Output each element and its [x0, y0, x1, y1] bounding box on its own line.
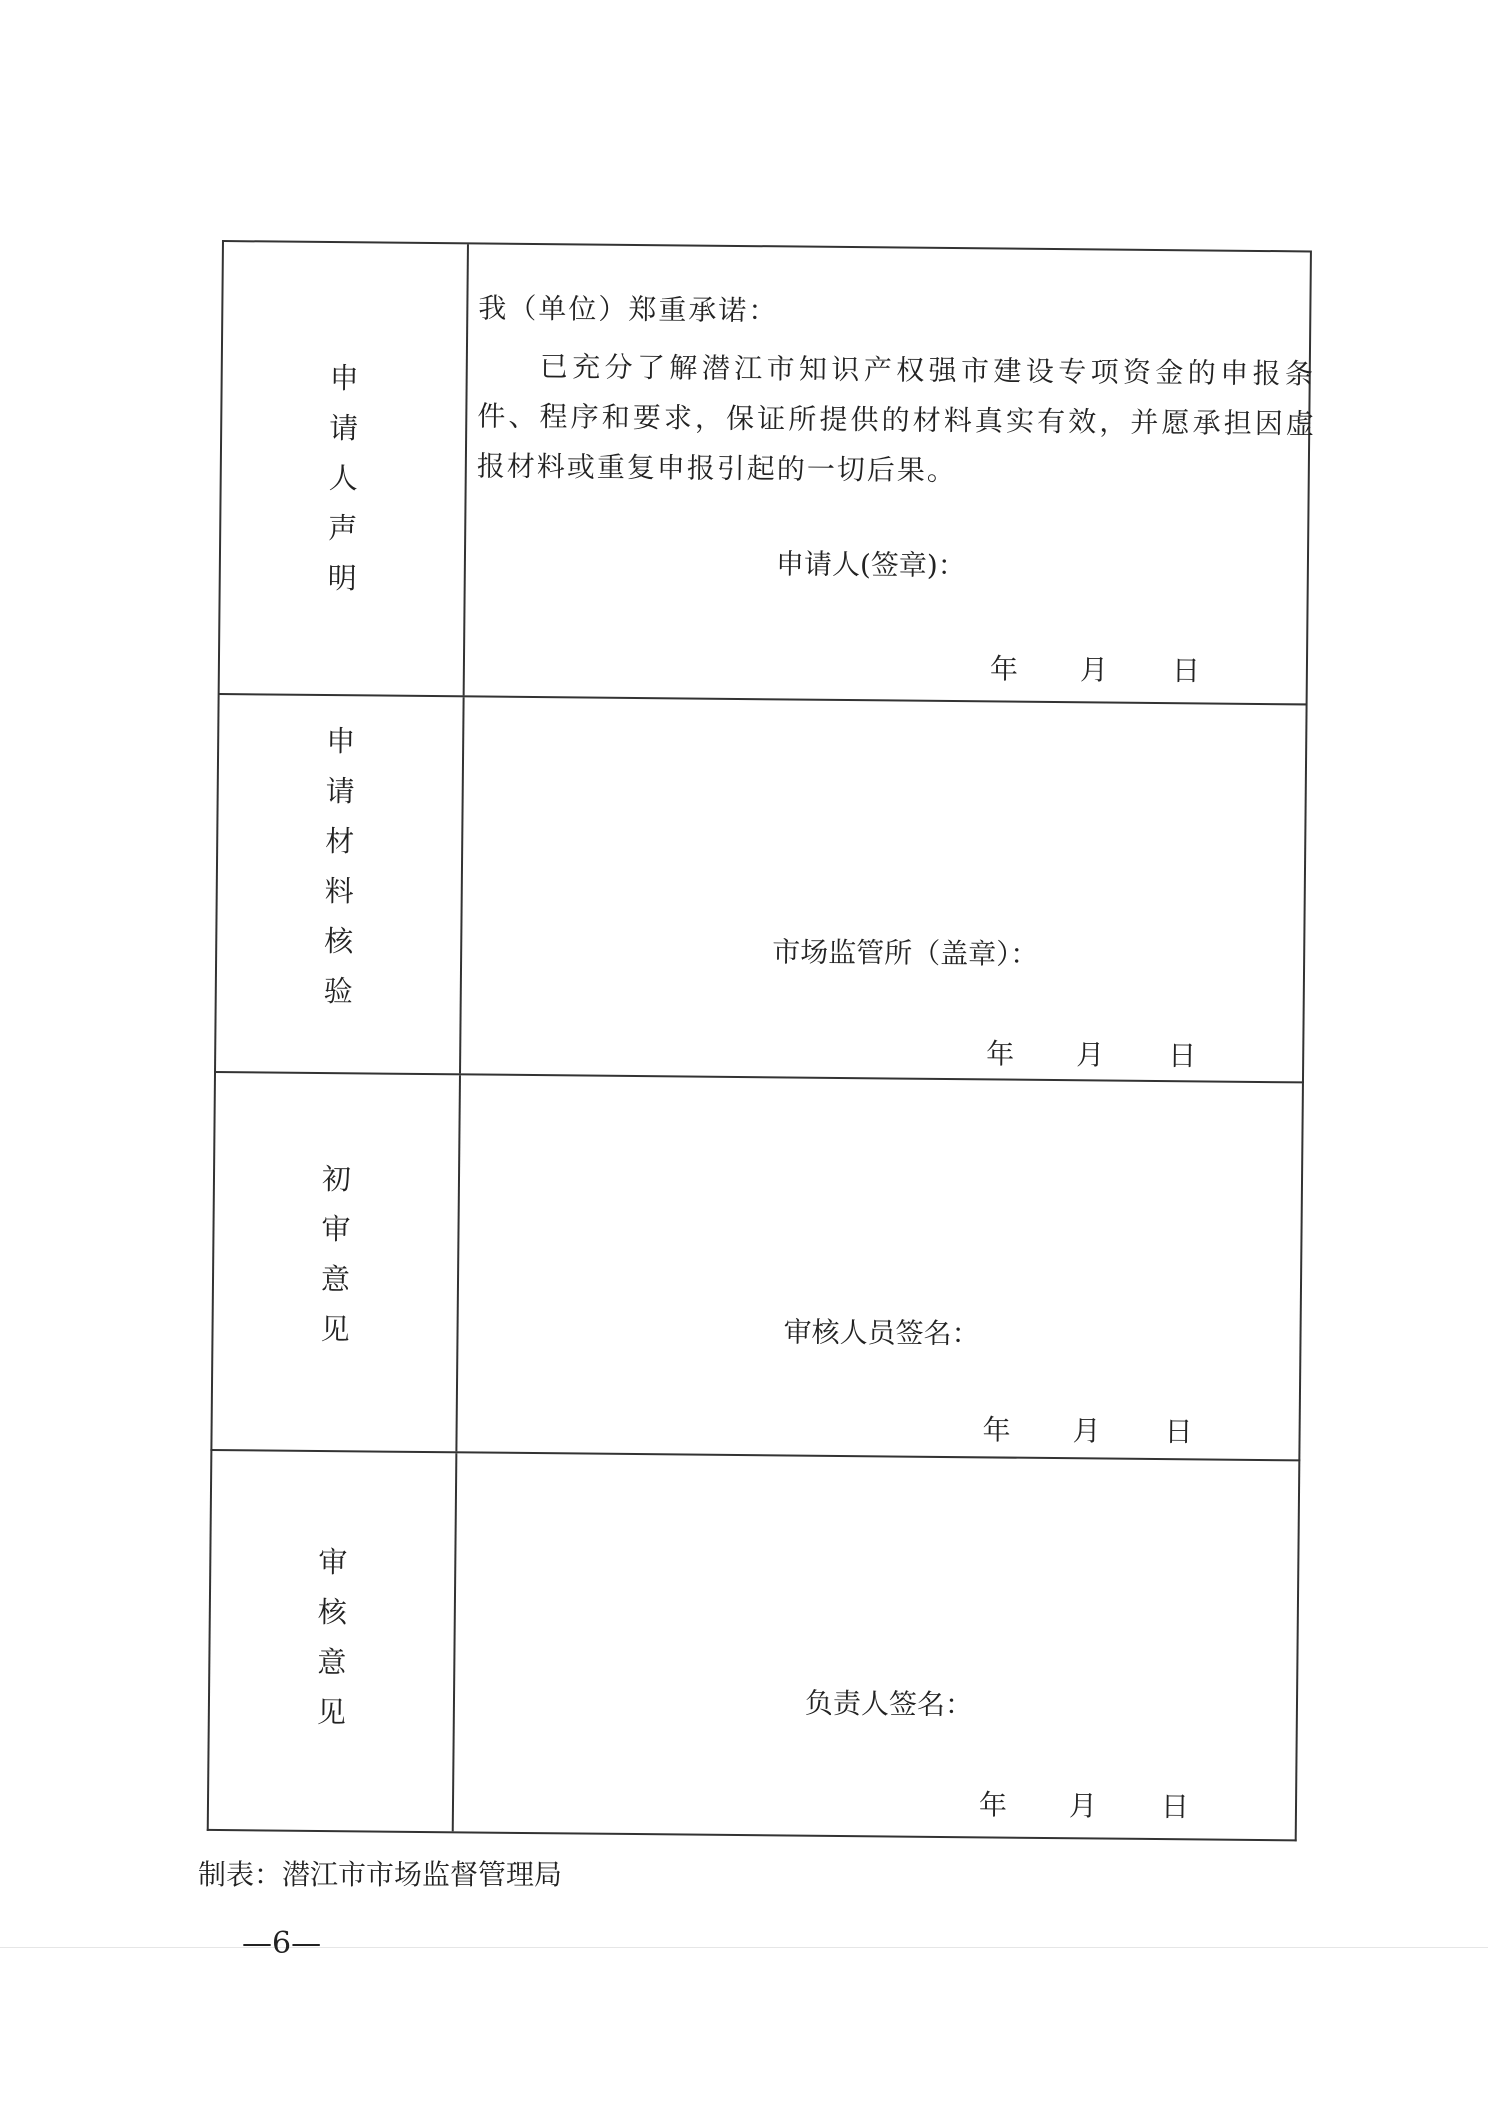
page-divider: [0, 1947, 1488, 1948]
signature-label: 审核人员签名：: [783, 1315, 980, 1351]
label-char: 请: [325, 774, 355, 809]
label-char: 初: [321, 1162, 352, 1197]
label-char: 意: [317, 1644, 347, 1680]
label-char: 验: [323, 974, 353, 1009]
row-label: [217, 715, 463, 1017]
row-label: [213, 1153, 458, 1355]
row-applicant-declaration: [218, 240, 1318, 705]
approval-form-table: [207, 240, 1318, 1854]
date-year: 年: [986, 1037, 1015, 1071]
label-char: 审: [318, 1544, 348, 1580]
label-char: 声: [328, 511, 358, 546]
label-char: 料: [324, 874, 354, 909]
label-char: 人: [328, 461, 358, 496]
label-cell: [212, 1073, 461, 1451]
label-char: 见: [320, 1311, 350, 1347]
label-char: 请: [329, 411, 359, 446]
label-char: 意: [320, 1261, 351, 1297]
signature-label: 负责人签名：: [804, 1686, 974, 1722]
content-cell[interactable]: [465, 244, 1318, 703]
date-day: 日: [1160, 1790, 1190, 1824]
label-char: 材: [325, 824, 355, 859]
date-day: 日: [1168, 1039, 1197, 1073]
declaration-line-2: 已充分了解潜江市知识产权强市建设专项资金的申报条: [539, 350, 1318, 391]
declaration-line-4: 报材料或重复申报引起的一切后果。: [476, 449, 957, 488]
date-year: 年: [989, 652, 1019, 686]
row-label: [221, 352, 466, 604]
date-month: 月: [1079, 653, 1109, 687]
label-cell: [209, 1451, 458, 1831]
content-cell[interactable]: [461, 697, 1306, 1081]
content-cell[interactable]: [457, 1075, 1302, 1459]
signature-label: 市场监管所（盖章）：: [772, 935, 1039, 971]
content-cell[interactable]: [454, 1453, 1299, 1839]
signature-label: 申请人(签章)：: [775, 547, 966, 583]
date-day: 日: [1171, 654, 1201, 688]
row-material-verification: [214, 695, 1308, 1083]
label-char: 申: [326, 724, 356, 759]
label-char: 明: [327, 561, 357, 596]
date-month: 月: [1068, 1789, 1098, 1823]
row-final-review: [207, 1451, 1301, 1841]
label-char: 见: [316, 1694, 347, 1730]
label-cell: [220, 242, 469, 695]
date-year: 年: [978, 1788, 1008, 1822]
date-year: 年: [982, 1413, 1011, 1447]
form-maker-note: 制表：潜江市市场监督管理局: [198, 1858, 563, 1891]
row-label: [210, 1536, 455, 1738]
date-day: 日: [1164, 1415, 1193, 1449]
label-char: 申: [329, 361, 359, 396]
declaration-line-1: 我（单位）郑重承诺：: [478, 291, 779, 328]
row-preliminary-review: [210, 1073, 1304, 1461]
declaration-line-3: 件、程序和要求，保证所提供的材料真实有效，并愿承担因虚: [477, 399, 1318, 441]
label-cell: [216, 695, 465, 1073]
label-char: 核: [324, 924, 354, 959]
date-month: 月: [1072, 1414, 1101, 1448]
date-month: 月: [1076, 1038, 1105, 1072]
label-char: 审: [321, 1212, 351, 1247]
page-number: —6—: [242, 1926, 322, 1961]
label-char: 核: [317, 1594, 347, 1630]
